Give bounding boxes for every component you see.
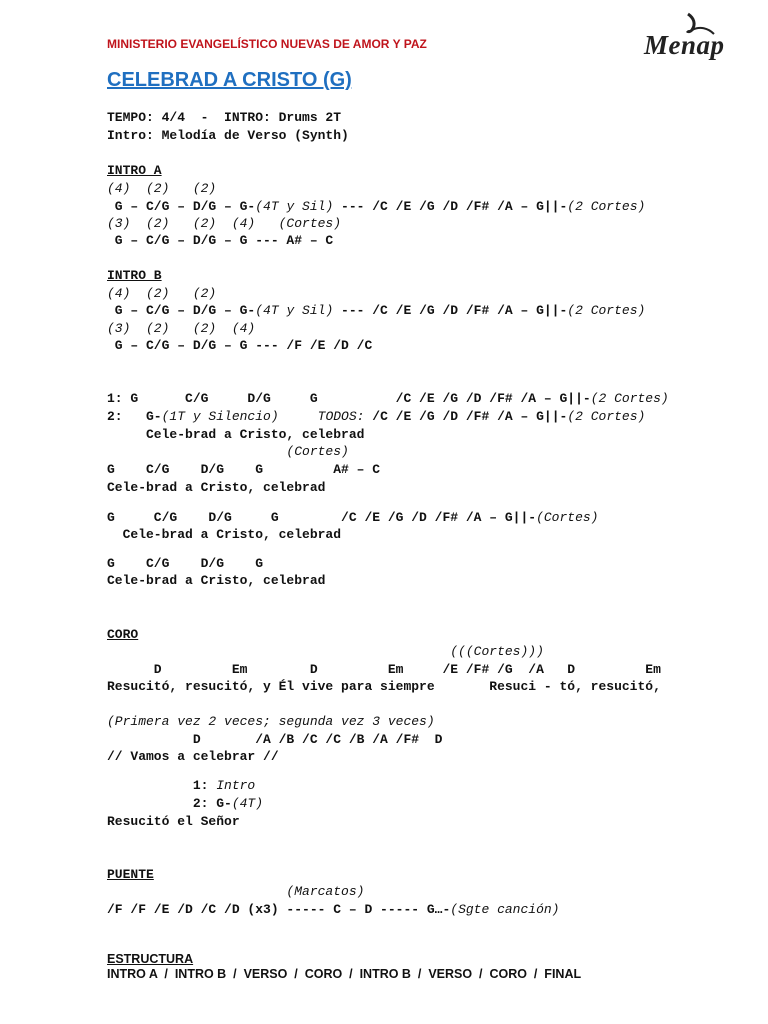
chords: 2: G- — [107, 409, 162, 424]
verse-lyric-1: Cele-brad a Cristo, celebrad — [107, 427, 365, 442]
puente-chords — [107, 901, 559, 919]
intro-a-chords-1 — [107, 198, 645, 216]
chords: 1: G C/G D/G G /C /E /G /D /F# /A – G||- — [107, 391, 591, 406]
verse-line-1 — [107, 390, 669, 408]
label: 2: G- — [107, 796, 232, 811]
intro-b-counts-1: (4) (2) (2) — [107, 286, 217, 301]
chords: --- /C /E /G /D /F# /A – G||- — [333, 303, 568, 318]
note: (2 Cortes) — [590, 391, 669, 406]
coro-repeat-note: (Primera vez 2 veces; segunda vez 3 veces) — [107, 714, 435, 729]
verse-note-cortes: (Cortes) — [107, 444, 349, 459]
intro-b-chords-1 — [107, 302, 645, 320]
note: (1T y Silencio) — [161, 409, 279, 424]
intro-a-label: INTRO A — [107, 163, 162, 178]
note: (4T y Sil) — [255, 199, 334, 214]
note: TODOS: — [317, 409, 365, 424]
note: (4T y Sil) — [255, 303, 334, 318]
coro-chords-1: D Em D Em /E /F# /G /A D Em — [107, 662, 661, 677]
coro-chords-2: D /A /B /C /C /B /A /F# D — [107, 732, 443, 747]
coro-ending-2 — [107, 795, 263, 813]
verse-chords-2: G C/G D/G G A# – C — [107, 462, 381, 477]
note: Intro — [216, 778, 256, 793]
intro-b-counts-2: (3) (2) (2) (4) — [107, 321, 256, 336]
coro-label: CORO — [107, 627, 139, 642]
coro-lyric-2: // Vamos a celebrar // — [107, 749, 279, 764]
coro-lyric-1: Resucitó, resucitó, y Él vive para siempre Resuci - tó, resucitó, — [107, 679, 661, 694]
coro-lyric-3: Resucitó el Señor — [107, 814, 240, 829]
coro-note-cortes: (((Cortes))) — [107, 644, 544, 659]
intro-b-chords-2: G – C/G – D/G – G --- /F /E /D /C — [107, 338, 373, 353]
intro-a-counts-1: (4) (2) (2) — [107, 181, 217, 196]
song-title: CELEBRAD A CRISTO (G) — [107, 69, 352, 91]
tempo-line: TEMPO: 4/4 - INTRO: Drums 2T — [107, 110, 342, 125]
label: 1: — [107, 778, 217, 793]
verse-chords-3 — [107, 509, 599, 527]
verse-lyric-3: Cele-brad a Cristo, celebrad — [107, 527, 342, 542]
note: (Cortes) — [536, 510, 599, 525]
verse-lyric-2: Cele-brad a Cristo, celebrad — [107, 480, 326, 495]
puente-label: PUENTE — [107, 867, 154, 882]
logo-text: Menap — [644, 30, 725, 60]
menap-logo — [644, 12, 744, 62]
verse-lyric-4: Cele-brad a Cristo, celebrad — [107, 573, 326, 588]
estructura-label: ESTRUCTURA — [107, 952, 194, 966]
note: (2 Cortes) — [567, 199, 646, 214]
chords: G – C/G – D/G – G- — [107, 199, 256, 214]
note: (2 Cortes) — [567, 409, 646, 424]
ministry-name: MINISTERIO EVANGELÍSTICO NUEVAS DE AMOR Y PAZ — [107, 37, 427, 51]
intro-a-counts-2: (3) (2) (2) (4) (Cortes) — [107, 216, 342, 231]
note: (2 Cortes) — [567, 303, 646, 318]
note: (Sgte canción) — [450, 902, 560, 917]
intro-description: Intro: Melodía de Verso (Synth) — [107, 128, 349, 143]
spacer — [279, 409, 318, 424]
coro-ending-1 — [107, 777, 255, 795]
puente-note: (Marcatos) — [107, 884, 365, 899]
verse-line-2 — [107, 408, 645, 426]
verse-chords-4: G C/G D/G G — [107, 556, 264, 571]
intro-a-chords-2: G – C/G – D/G – G --- A# – C — [107, 233, 334, 248]
chords: G – C/G – D/G – G- — [107, 303, 256, 318]
intro-b-label: INTRO B — [107, 268, 162, 283]
chords: --- /C /E /G /D /F# /A – G||- — [333, 199, 568, 214]
chords: /C /E /G /D /F# /A – G||- — [364, 409, 568, 424]
chords: /F /F /E /D /C /D (x3) ----- C – D ----- G…- — [107, 902, 451, 917]
chords: G C/G D/G G /C /E /G /D /F# /A – G||- — [107, 510, 537, 525]
estructura-line: INTRO A / INTRO B / VERSO / CORO / INTRO B / VERSO / CORO / FINAL — [107, 967, 582, 981]
note: (4T) — [231, 796, 264, 811]
